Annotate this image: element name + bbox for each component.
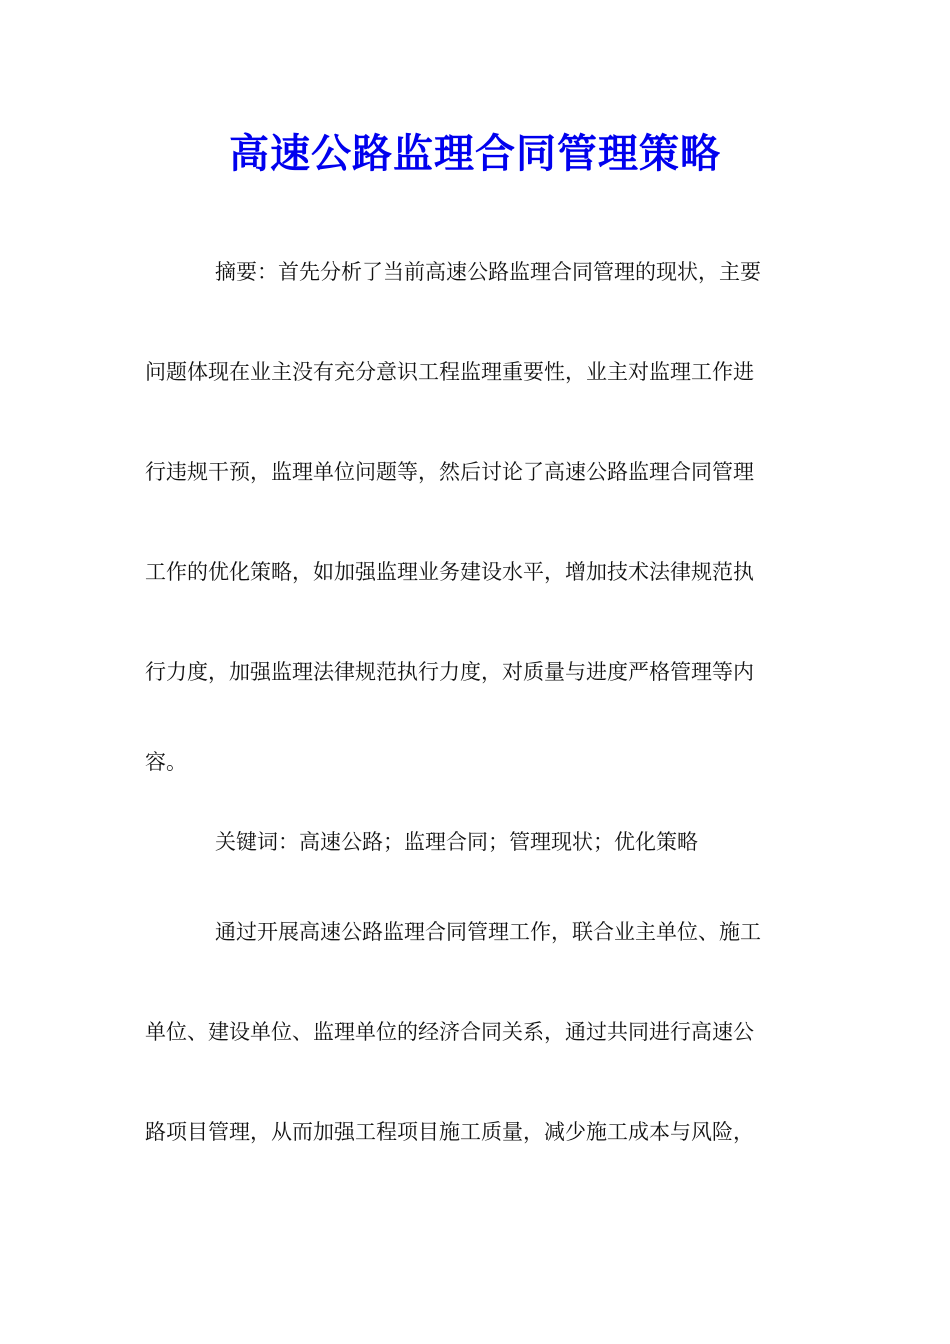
keywords-line: 关键词：高速公路；监理合同；管理现状；优化策略 xyxy=(215,830,698,854)
intro-paragraph xyxy=(145,882,805,1182)
abstract-line: 问题体现在业主没有充分意识工程监理重要性，业主对监理工作进 xyxy=(145,360,754,384)
abstract-line: 摘要：首先分析了当前高速公路监理合同管理的现状，主要 xyxy=(215,260,761,284)
intro-line: 通过开展高速公路监理合同管理工作，联合业主单位、施工 xyxy=(215,920,761,944)
document-body xyxy=(145,222,805,1182)
abstract-paragraph xyxy=(145,222,805,802)
intro-line: 单位、建设单位、监理单位的经济合同关系，通过共同进行高速公 xyxy=(145,1020,754,1044)
document-title: 高速公路监理合同管理策略 xyxy=(229,130,721,177)
intro-line: 路项目管理，从而加强工程项目施工质量，减少施工成本与风险， xyxy=(145,1120,754,1144)
abstract-line: 容。 xyxy=(145,750,187,774)
abstract-line: 行违规干预，监理单位问题等，然后讨论了高速公路监理合同管理 xyxy=(145,460,754,484)
abstract-line: 工作的优化策略，如加强监理业务建设水平，增加技术法律规范执 xyxy=(145,560,754,584)
abstract-line: 行力度，加强监理法律规范执行力度，对质量与进度严格管理等内 xyxy=(145,660,754,684)
